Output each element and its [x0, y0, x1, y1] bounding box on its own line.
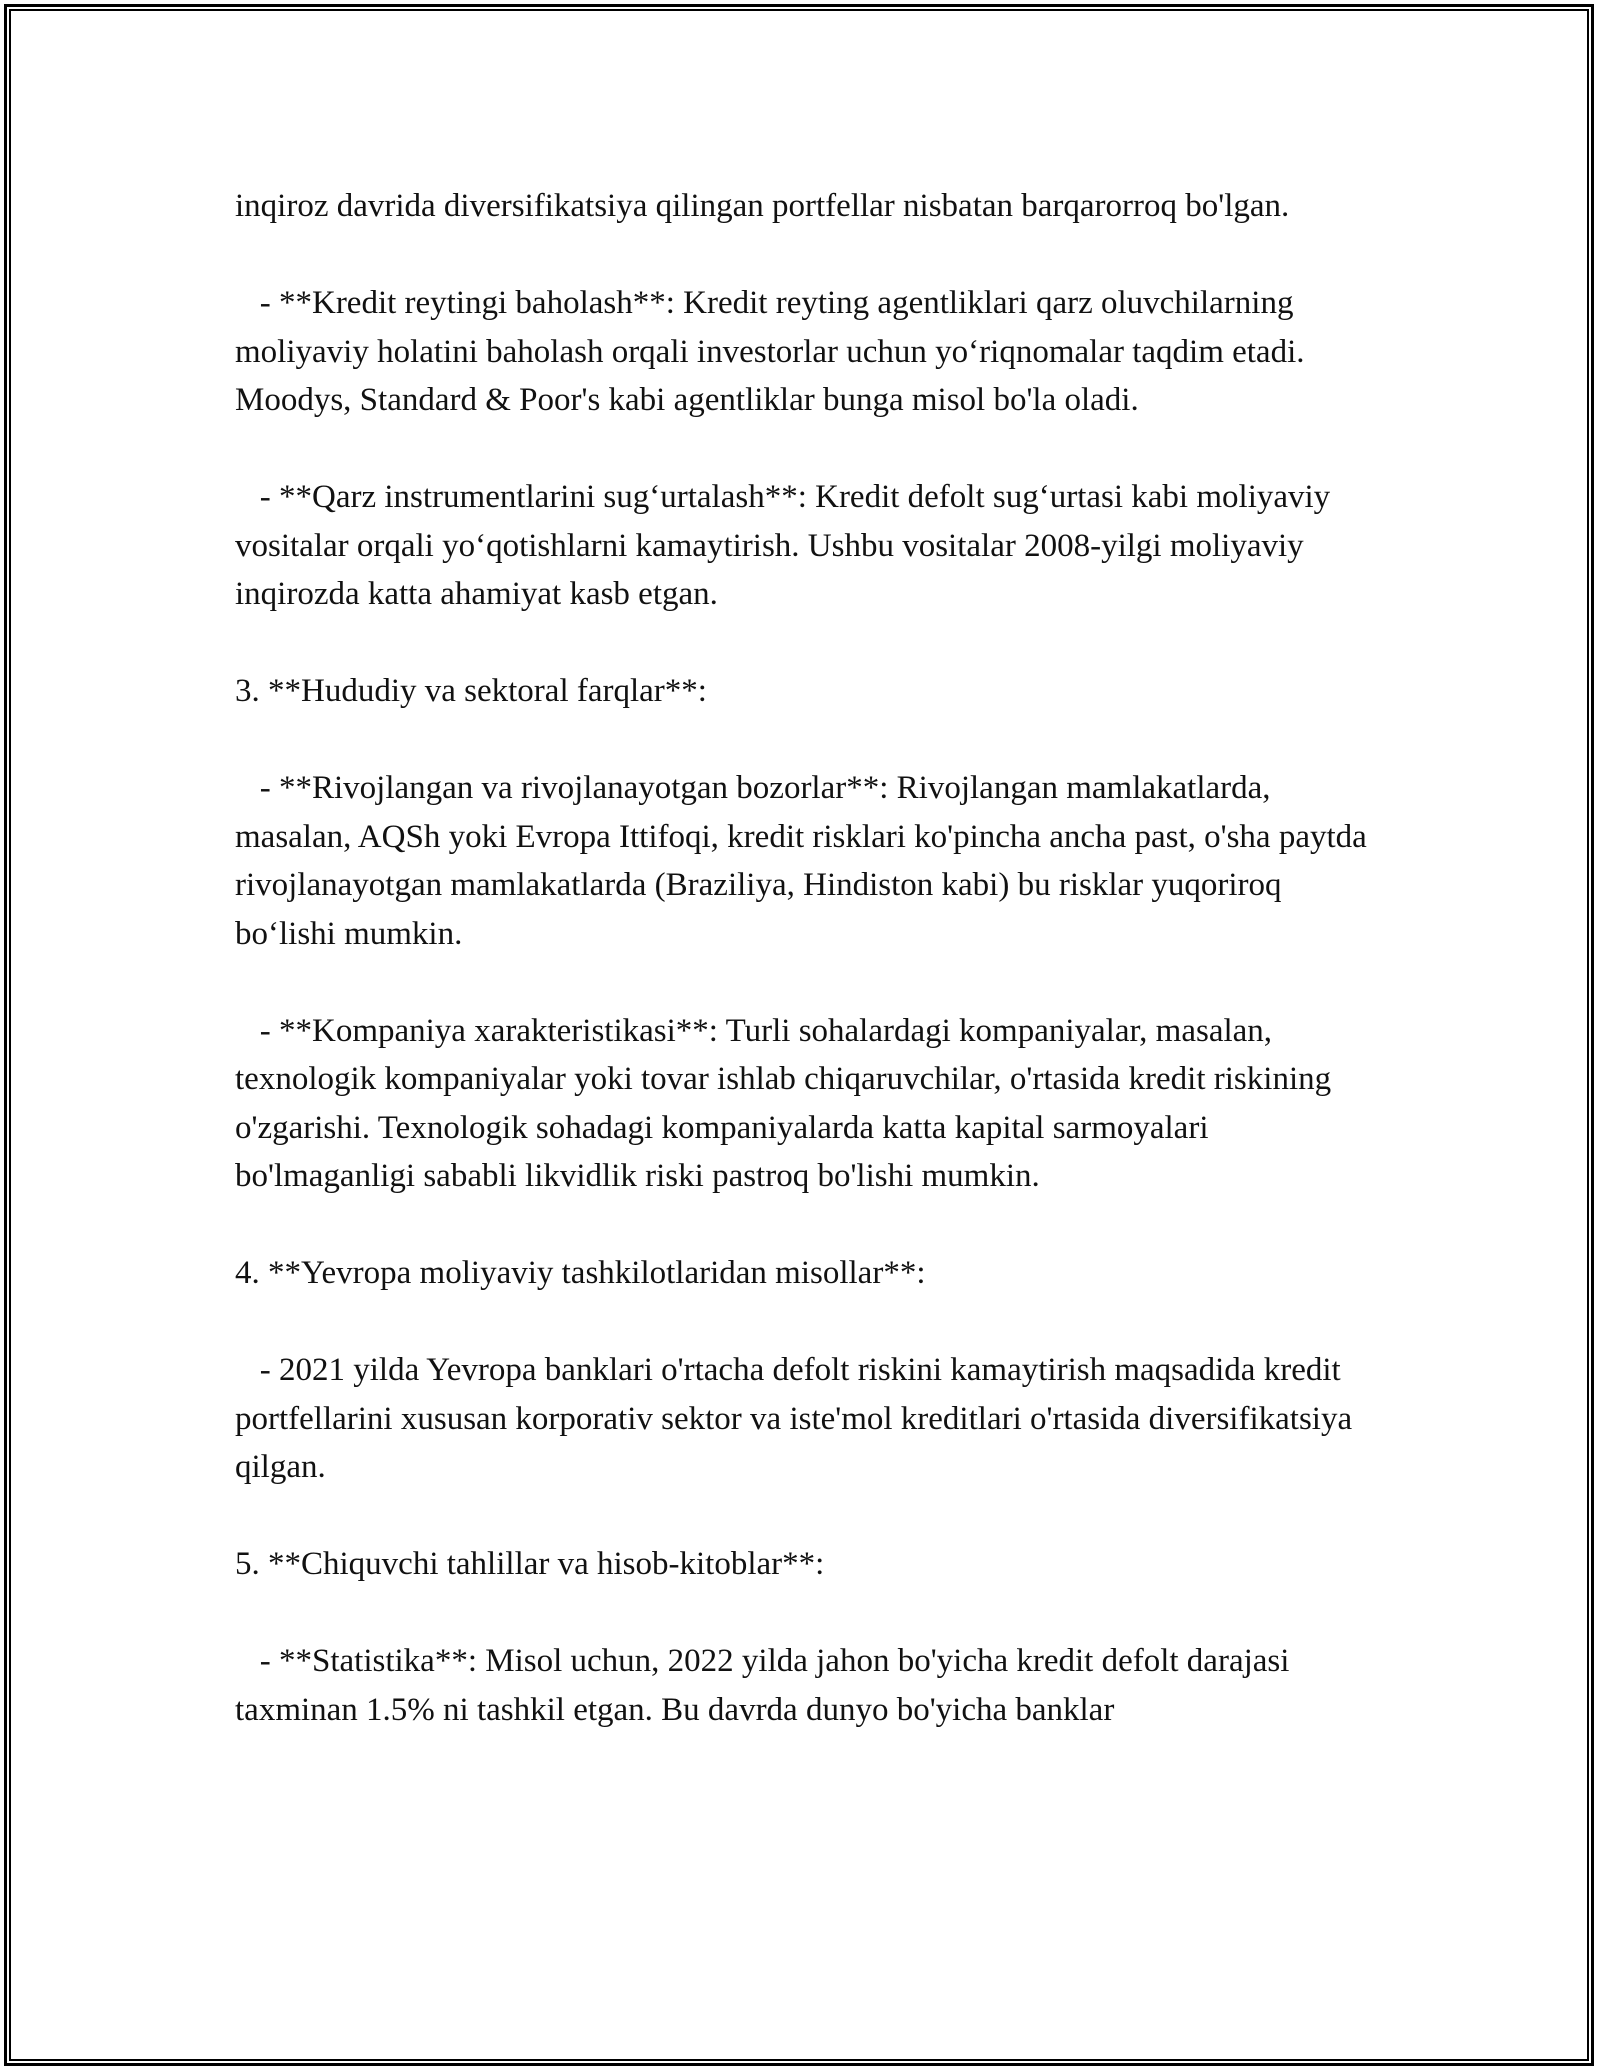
heading-european-examples: 4. **Yevropa moliyaviy tashkilotlaridan misollar**: [235, 1255, 926, 1291]
heading-analyses-calculations: 5. **Chiquvchi tahlillar va hisob-kitoblar**: [235, 1546, 825, 1582]
paragraph-credit-rating: - **Kredit reytingi baholash**: Kredit reyting agentliklari qarz oluvchilarning moliyaviy holatini baholash orqali investorlar uchun yo‘riqnomalar taqdim etadi. Moodys, Standard & Poor's kabi agentliklar bunga misol bo'la oladi. [235, 285, 1313, 418]
paragraph-statistics: - **Statistika**: Misol uchun, 2022 yilda jahon bo'yicha kredit defolt darajasi taxminan 1.5% ni tashkil etgan. Bu davrda dunyo bo'yicha banklar [235, 1643, 1298, 1728]
heading-regional-sectoral: 3. **Hududiy va sektoral farqlar**: [235, 673, 707, 709]
document-body [235, 182, 1375, 1734]
paragraph-european-banks: - 2021 yilda Yevropa banklari o'rtacha defolt riskini kamaytirish maqsadida kredit portfellarini xususan korporativ sektor va iste'mol kreditlari o'rtasida diversifikatsiya qilgan. [235, 1352, 1361, 1485]
paragraph-company-characteristics: - **Kompaniya xarakteristikasi**: Turli sohalardagi kompaniyalar, masalan, texnologik kompaniyalar yoki tovar ishlab chiqaruvchilar, o'rtasida kredit riskining o'zgarishi. Texnologik sohadagi kompaniyalarda katta kapital sarmoyalari bo'lmaganligi sababli likvidlik riski pastroq bo'lishi mumkin. [235, 1012, 1340, 1194]
paragraph-developed-emerging: - **Rivojlangan va rivojlanayotgan bozorlar**: Rivojlangan mamlakatlarda, masalan, AQSh yoki Evropa Ittifoqi, kredit risklari ko'pincha ancha past, o'sha paytda rivojlanayotgan mamlakatlarda (Braziliya, Hindiston kabi) bu risklar yuqoriroq bo‘lishi mumkin. [235, 770, 1376, 952]
paragraph-debt-insurance: - **Qarz instrumentlarini sug‘urtalash**: Kredit defolt sug‘urtasi kabi moliyaviy vositalar orqali yo‘qotishlarni kamaytirish. Ushbu vositalar 2008-yilgi moliyaviy inqirozda katta ahamiyat kasb etgan. [235, 479, 1339, 612]
paragraph-portfolio-crisis: inqiroz davrida diversifikatsiya qilingan portfellar nisbatan barqarorroq bo'lgan. [235, 188, 1290, 224]
